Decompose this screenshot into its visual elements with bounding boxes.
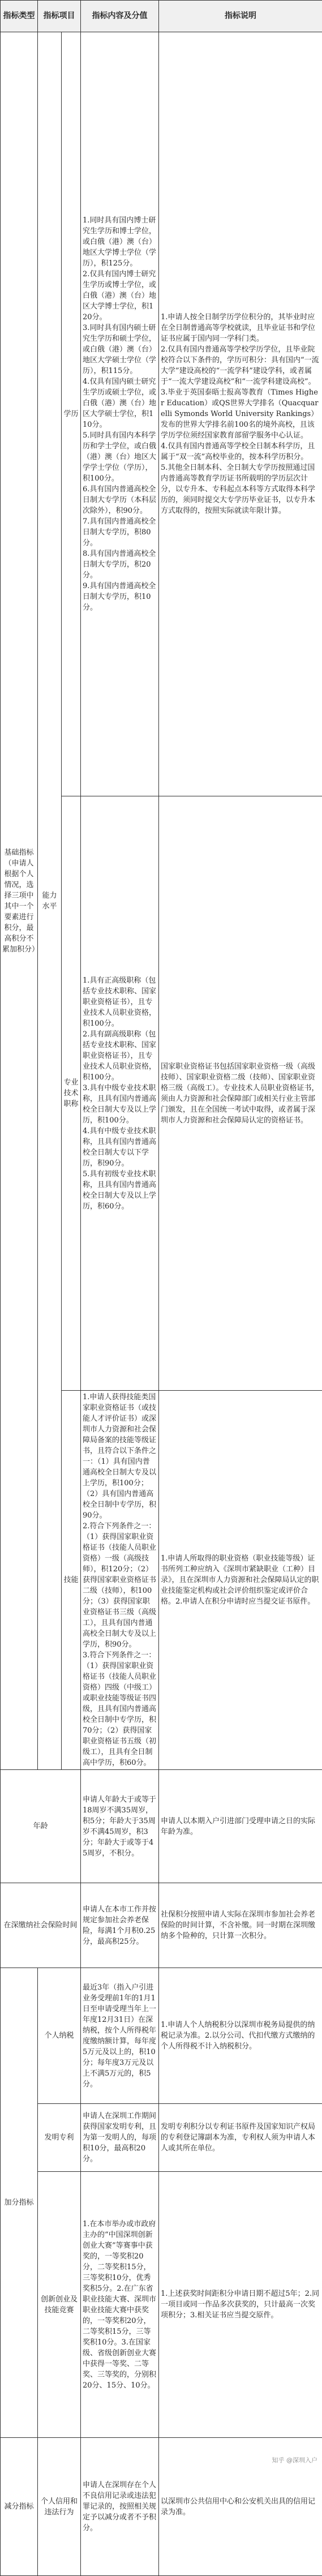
- credit-content: 申请人在深圳存在个人不良信用记录或违法犯罪记录的，按照相关规定予以减分或者不予积分。: [81, 2438, 159, 2576]
- edu-item: 7.具有国内普通高校全日制大专学历，积80分。: [83, 516, 157, 548]
- tax-note: 1.申请人个人纳税积分以深圳市税务局提供的纳税记录为准。2.以分公司、代扣代缴方式缴纳的个人所得税不计入纳税积分。: [159, 1968, 322, 2104]
- skill-label: 技能: [62, 1391, 81, 1770]
- edu-note: 2.仅具有国内普通高等学校学历学位，且毕业院校符合以下条件的，学历可积分：具有国内“一流大学”建设高校的“一流学科”建设学科，或者属于“一流大学建设高校”和“一流学科建设高校”。: [161, 344, 320, 387]
- innovation-label: 创新创业及技能竞赛: [38, 2172, 81, 2438]
- header-row: [1, 1, 322, 32]
- patent-note: 发明专利积分以专利证书原件及国家知识产权局的专利登记簿副本为准，专利权人须为申请人本人或其所在单位。: [159, 2104, 322, 2172]
- social-content: 申请人在本市工作并按规定参加社会养老保险，每满1个月积0.25分，最高积25分。: [81, 1883, 159, 1968]
- innovation-content: 1.在本市举办或市政府主办的“中国深圳创新创业大赛”等赛事中获奖的，一等奖积20分，二等奖积15分，三等奖积10分，优秀奖积5分。2.在广东省职业技能大赛、深圳市职业技能大赛中获奖的，一等奖积20分，二等奖积15分，三等奖积10分。3.在国家级、省级创新创业大赛中获得一等奖、二等奖、三等奖的，分别积20分、15分、10分。: [81, 2172, 159, 2438]
- edu-item: 4.仅具有国内硕士研究生学历或硕士学位，或白俄（港）澳（台）地区大学硕士学位，积110分。: [83, 376, 157, 430]
- header-content: 指标内容及分值: [81, 1, 159, 32]
- age-note: 申请人以本期入户引进部门受理申请之日的实际年龄为准。: [159, 1770, 322, 1883]
- education-note: [159, 32, 322, 796]
- patent-content: 申请人在深圳工作期间获得国家发明专利，且为第一发明人的，每项积10分，最高积20分。: [81, 2104, 159, 2172]
- edu-item: 6.具有国内普通高校全日制大专学历（本科层次除外），积90分。: [83, 484, 157, 516]
- education-row: [1, 32, 322, 796]
- education-content: [81, 32, 159, 796]
- edu-note: 1.申请人按全日制学历学位积分的，其毕业时应在全日制普通高等学校就读，且毕业证书和学位证书应属于国内同一学科门类。: [161, 312, 320, 344]
- prof-item: 2.具有副高级职称（包括专业技术职称、国家职业资格证书），且专业技术人员职业资格，积100分。: [83, 1029, 157, 1083]
- age-content: 申请人年龄大于或等于18周岁不满35周岁，积5分；年龄大于35周岁不满45周岁，积3分；年龄大于或等于45周岁，不积分。: [81, 1770, 159, 1883]
- basic-type: 基础指标（申请人根据个人情况，选择三项中其中一个要素进行积分，最高积分不累加积分）: [1, 32, 38, 1770]
- skill-note: 1.申请人所取得的职业资格（职业技能等级）证书所列工种应纳入《深圳市紧缺职业（工种）目录》，且在深圳市人力资源和社会保障局认定的职业技能鉴定机构或社会评价组织鉴定或评价合格。2.申请人在积分申请时应当提交证书原件。: [159, 1391, 322, 1770]
- bonus-type: 加分指标: [1, 1968, 38, 2438]
- skill-item: 2.符合下列条件之一：（1）获得国家职业资格证书（技能人员职业资格）一级（高级技师），积120分；（2）获得国家职业资格证书二级（技师），积100分；（3）获得国家职业资格证书三级（高级工），且具有国内普通高校全日制大专及以上学历，积90分。: [83, 1521, 157, 1650]
- ability-label: 能力水平: [38, 32, 62, 1770]
- patent-label: 发明专利: [38, 2104, 81, 2172]
- edu-item: 8.具有国内普通高校全日制大专学历，积20分。: [83, 548, 157, 581]
- edu-item: 1.同时具有国内博士研究生学历和博士学位，或白俄（港）澳（台）地区大学博士学位（学历），积125分。: [83, 215, 157, 269]
- age-label: 年龄: [1, 1770, 81, 1883]
- prof-item: 4.具有中级专业技术职称，且具有国内普通高校全日制大专以下学历，积90分。: [83, 1126, 157, 1169]
- education-label: 学历: [62, 32, 81, 796]
- credit-note: 以深圳市公共信用中心和公安机关出具的信用记录为准。: [159, 2438, 322, 2576]
- innovation-row: [1, 2172, 322, 2438]
- edu-note: 3.毕业于英国泰晤士报高等教育（Times Higher Education）或QS世界大学排名（Quacquarelli Symonds World University Rankings）发布的世界大学排名前100名的境外高校，且该学历学位须经国家教育部留学服务中心认证。: [161, 387, 320, 441]
- minus-type: 减分指标: [1, 2438, 38, 2576]
- header-item: 指标项目: [38, 1, 81, 32]
- prof-item: 1.具有正高级职称（包括专业技术职称、国家职业资格证书），且专业技术人员职业资格，积100分。: [83, 975, 157, 1029]
- header-type: 指标类型: [1, 1, 38, 32]
- professional-note: 国家职业资格证书包括国家职业资格一级（高级技师）、国家职业资格二级（技师）、国家职业资格三级（高级工）。专业技术人员职业资格证书，须由人力资源和社会保障部门或相关行业主管部门颁发，且在全国统一考试中取得，或者属于深圳市人力资源和社会保障局认定的资格证书。: [159, 796, 322, 1391]
- edu-note: 4.仅具有国内普通高等学校全日制本科学历，且属于“双一流”高校毕业的，按本科学历积分。: [161, 441, 320, 462]
- prof-item: 3.具有中级专业技术职称，且具有国内普通高校全日制大专及以上学历，积100分。: [83, 1083, 157, 1126]
- edu-item: 2.仅具有国内博士研究生学历或博士学位，或白俄（港）澳（台）地区大学博士学位，积120分。: [83, 269, 157, 323]
- prof-item: 5.具有初级专业技术职称，且具有国内普通高校全日制大专及以上学历，积60分。: [83, 1169, 157, 1212]
- skill-content: [81, 1391, 159, 1770]
- header-note: 指标说明: [159, 1, 322, 32]
- tax-label: 个人纳税: [38, 1968, 81, 2104]
- skill-item: 1.申请人获得技能类国家职业资格证书（或技能人才评价证书）或深圳市人力资源和社会保障局备案的技能等级证书，且符合以下条件之一：（1）具有国内普通高校全日制大专及以上学历，积100分；（2）具有国内普通高校全日制中专学历，积90分。: [83, 1392, 157, 1521]
- social-note: 社保积分按照申请人实际在深圳市参加社会养老保险的时间计算，不含补缴。同一时期在深圳缴纳多个险种的，只计算一次积分。: [159, 1883, 322, 1968]
- social-row: [1, 1883, 322, 1968]
- watermark: 知乎 @深圳入户: [272, 2455, 318, 2464]
- edu-item: 9.具有国内普通高校全日制大专学历，积10分。: [83, 581, 157, 613]
- tax-row: [1, 1968, 322, 2104]
- professional-content: [81, 796, 159, 1391]
- edu-item: 5.同时具有国内本科学历和学士学位，或白俄（港）澳（台）地区大学学士学位（学历），积100分。: [83, 430, 157, 484]
- patent-row: [1, 2104, 322, 2172]
- tax-content: 最近3年（指入户引进业务受理前1年的1月1日至申请受理当年上一年度12月31日）在深纳税，按个人所得税年度缴纳额计算，每年度5万元及以上的，积10分；每年度3万元及以上不满5万元的，积5分。: [81, 1968, 159, 2104]
- edu-note: 5.其他全日制本科、全日制大专学历按照通过国内普通高等教育学历证书所载明的学历层次计分，以专升本、专科起点本科等方式取得本科学历的，须同时提交大专学历毕业证书，以专升本方式取得的，按照实际就读年限计算。: [161, 462, 320, 516]
- skill-item: 3.符合下列条件之一：（1）获得国家职业资格证书（技能人员职业资格）四级（中级工）或职业技能等级证书四级，且具有国内普通高校全日制中专学历，积70分；（2）获得国家职业资格证书五级（初级工），且具有全日制高中学历，积60分。: [83, 1650, 157, 1768]
- age-row: [1, 1770, 322, 1883]
- innovation-note: 1.上述获奖时间距积分申请日期不超过5年；2.同一项目或同一作品多次获奖的，只计最高一次奖项积分；3.相关证书应当提交原件。: [159, 2172, 322, 2438]
- professional-label: 专业技术职称: [62, 796, 81, 1391]
- credit-label: 个人信用和违法行为: [38, 2438, 81, 2576]
- social-label: 在深缴纳社会保险时间: [1, 1883, 81, 1968]
- edu-item: 3.同时具有国内硕士研究生学历和硕士学位，或白俄（港）澳（台）地区大学硕士学位（学历），积115分。: [83, 323, 157, 376]
